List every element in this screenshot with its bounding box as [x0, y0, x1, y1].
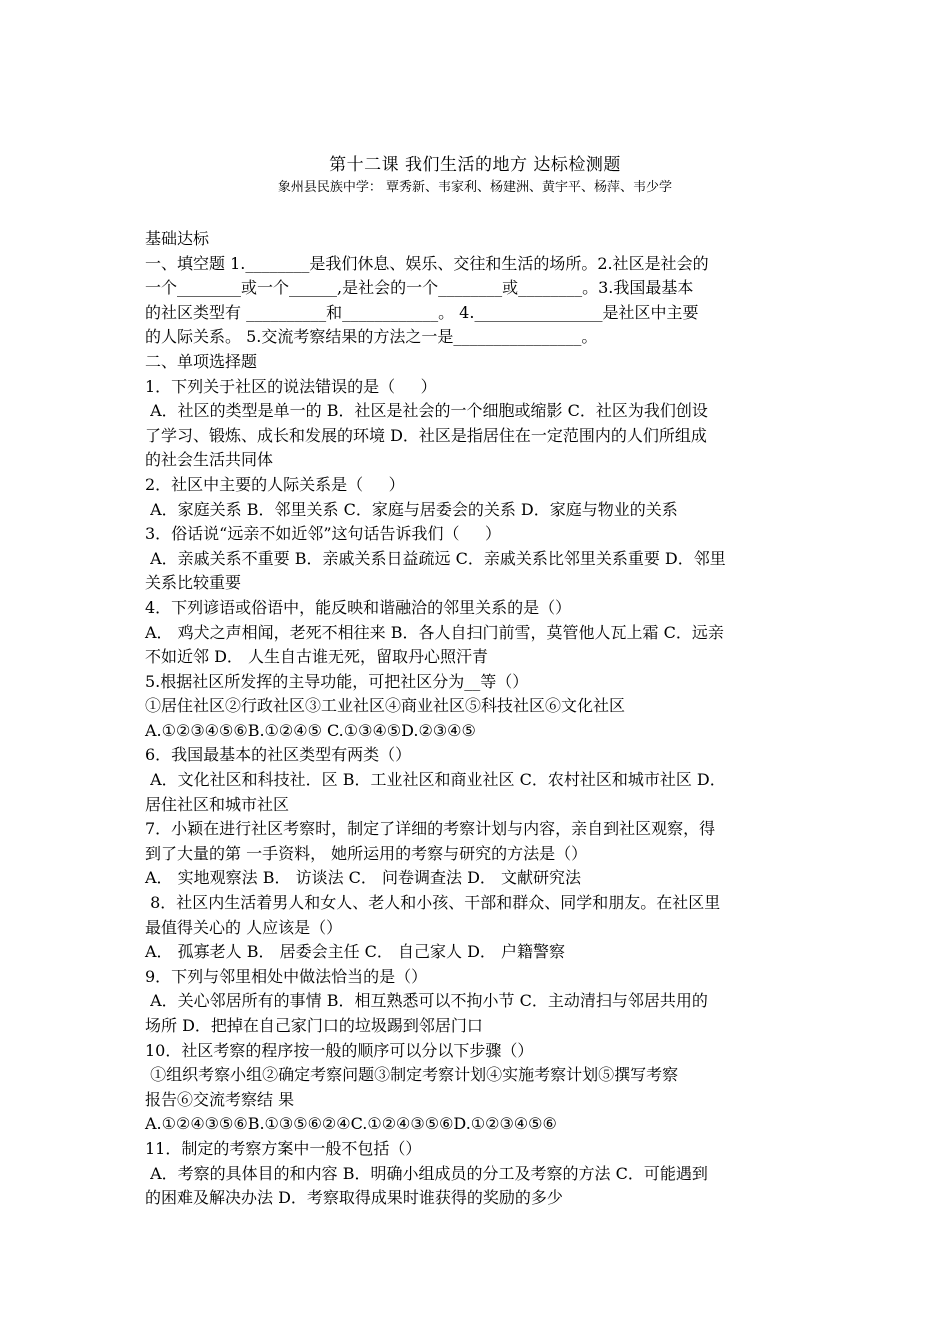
- text-line: A．家庭关系 B．邻里关系 C．家庭与居委会的关系 D．家庭与物业的关系: [145, 499, 678, 519]
- text-line: ①组织考察小组②确定考察问题③制定考察计划④实施考察计划⑤撰写考察: [145, 1065, 679, 1085]
- text-line: A.①②③④⑤⑥B.①②④⑤ C.①③④⑤D.②③④⑤: [145, 720, 476, 740]
- text-line: A．亲戚关系不重要 B．亲戚关系日益疏远 C．亲戚关系比邻里关系重要 D．邻里: [145, 548, 726, 568]
- text-line: ①居住社区②行政社区③工业社区④商业社区⑤科技社区⑥文化社区: [145, 696, 626, 716]
- text-line: 4．下列谚语或俗语中，能反映和谐融洽的邻里关系的是（）: [145, 597, 572, 617]
- text-line: A．文化社区和科技社．区 B．工业社区和商业社区 C．农村社区和城市社区 D．: [145, 770, 726, 790]
- document-subtitle: 象州县民族中学： 覃秀新、韦家利、杨建洲、黄宇平、杨萍、韦少学: [277, 180, 673, 195]
- text-line: A． 实地观察法 B． 访谈法 C． 问卷调查法 D． 文献研究法: [145, 868, 581, 888]
- text-line: 5.根据社区所发挥的主导功能，可把社区分为__等（）: [145, 671, 529, 691]
- text-line: 8．社区内生活着男人和女人、老人和小孩、干部和群众、同学和朋友。在社区里: [145, 893, 721, 913]
- text-line: 二、单项选择题: [145, 351, 258, 371]
- text-line: 11．制定的考察方案中一般不包括（）: [145, 1138, 422, 1158]
- text-line: 的困难及解决办法 D．考察取得成果时谁获得的奖励的多少: [145, 1188, 563, 1208]
- text-line: 一个________或一个______,是社会的一个________或________。3.我国最基本: [145, 278, 694, 298]
- text-line: 关系比较重要: [145, 573, 242, 593]
- text-line: 报告⑥交流考察结 果: [145, 1089, 295, 1109]
- text-line: 9．下列与邻里相处中做法恰当的是（）: [145, 966, 428, 986]
- text-line: 到了大量的第 一手资料， 她所运用的考察与研究的方法是（）: [145, 843, 588, 863]
- document-title: 第十二课 我们生活的地方 达标检测题: [329, 155, 621, 175]
- text-line: 的人际关系。 5.交流考察结果的方法之一是________________。: [145, 327, 598, 347]
- text-line: 6．我国最基本的社区类型有两类（）: [145, 745, 412, 765]
- text-line: 最值得关心的 人应该是（）: [145, 917, 343, 937]
- text-line: 1．下列关于社区的说法错误的是（ ）: [145, 376, 437, 396]
- text-line: 7．小颖在进行社区考察时，制定了详细的考察计划与内容，亲自到社区观察，得: [145, 819, 716, 839]
- text-line: 10．社区考察的程序按一般的顺序可以分以下步骤（）: [145, 1040, 534, 1060]
- text-line: 3．俗话说“远亲不如近邻”这句话告诉我们（ ）: [145, 524, 501, 544]
- text-line: A． 孤寡老人 B． 居委会主任 C． 自己家人 D． 户籍警察: [145, 942, 565, 962]
- text-line: 的社会生活共同体: [145, 450, 274, 470]
- text-line: 一、填空题 1.________是我们休息、娱乐、交往和生活的场所。2.社区是社会的: [145, 253, 709, 273]
- text-line: A.①②④③⑤⑥B.①③⑤⑥②④C.①②④③⑤⑥D.①②③④⑤⑥: [145, 1114, 557, 1134]
- text-line: 了学习、锻炼、成长和发展的环境 D．社区是指居住在一定范围内的人们所组成: [145, 425, 707, 445]
- text-line: 场所 D．把掉在自己家门口的垃圾踢到邻居门口: [145, 1016, 483, 1035]
- text-line: 的社区类型有 __________和____________。 4.________________是社区中主要: [145, 302, 699, 322]
- text-line: A．关心邻居所有的事情 B．相互熟悉可以不拘小节 C．主动清扫与邻居共用的: [145, 991, 708, 1011]
- text-line: 2．社区中主要的人际关系是（ ）: [145, 474, 405, 494]
- text-line: A．社区的类型是单一的 B．社区是社会的一个细胞或缩影 C．社区为我们创设: [145, 401, 708, 421]
- text-line: 居住社区和城市社区: [145, 794, 290, 814]
- text-line: A． 鸡犬之声相闻，老死不相往来 B．各人自扫门前雪，莫管他人瓦上霜 C．远亲: [145, 622, 724, 642]
- text-line: 不如近邻 D． 人生自古谁无死，留取丹心照汗青: [145, 647, 489, 667]
- document-body: [145, 227, 810, 1211]
- text-line: A．考察的具体目的和内容 B．明确小组成员的分工及考察的方法 C．可能遇到: [145, 1163, 708, 1183]
- text-line: 基础达标: [145, 229, 210, 248]
